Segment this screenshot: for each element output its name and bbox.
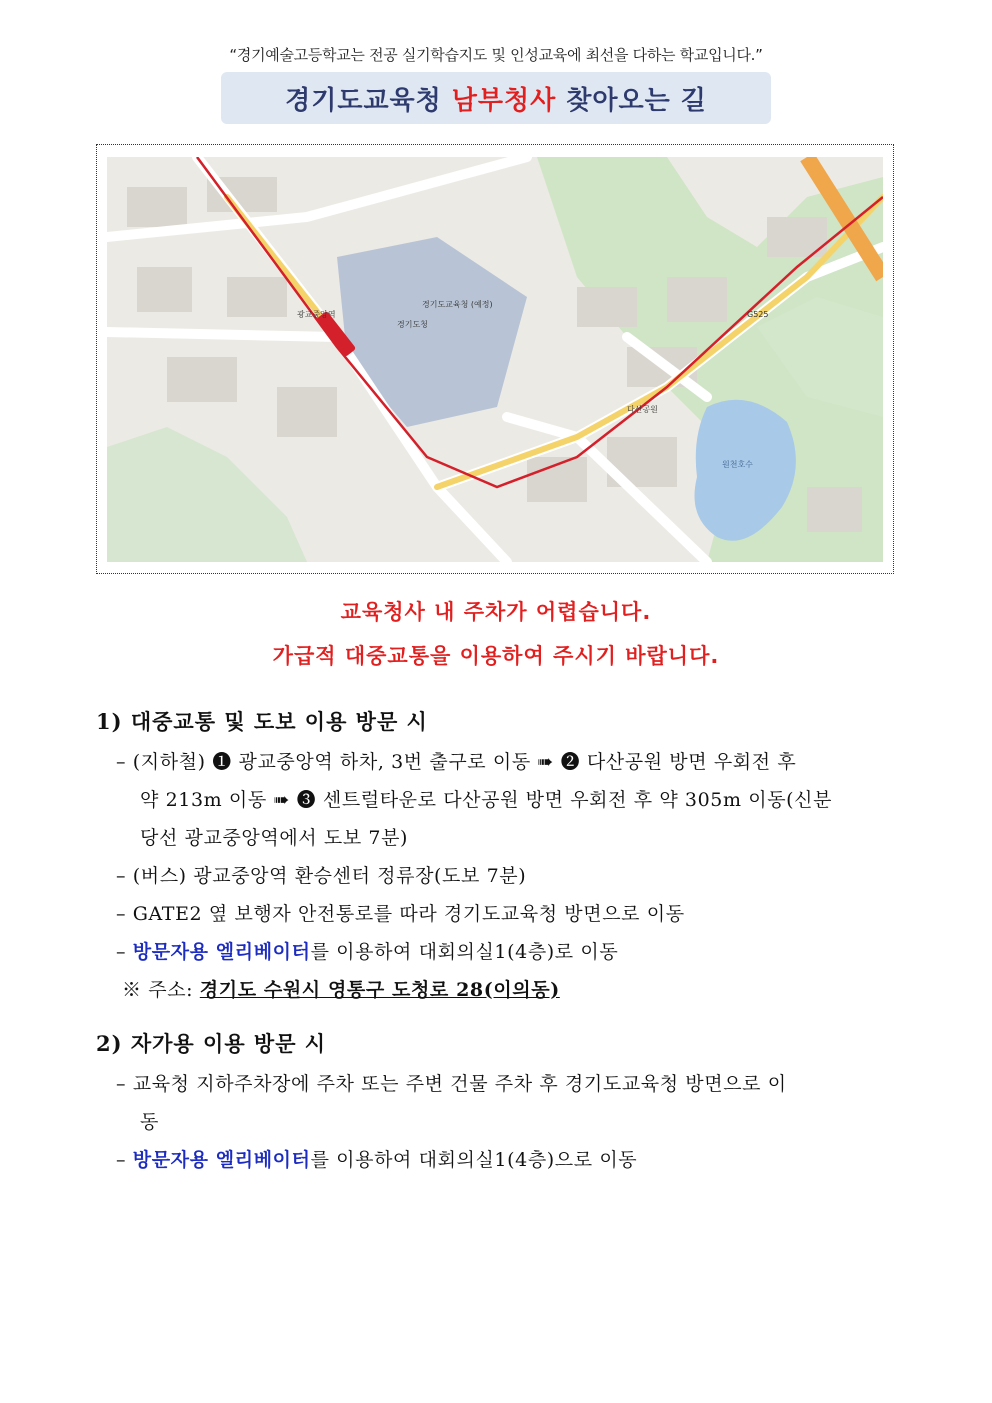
map-label-education-office: 경기도교육청 (예정) [422,300,493,309]
parking-line-2: 동 [140,1111,159,1133]
parking-notice-1: 교육청사 내 주차가 어렵습니다. [340,600,652,624]
subway-line-3: 당선 광교중앙역에서 도보 7분) [140,827,409,849]
subway-line-2: 약 213m 이동 ➠ ❸ 센트럴타운로 다산공원 방면 우회전 후 약 305m 이동(신분 [140,789,833,811]
map-label-gate: G525 [747,310,769,319]
elevator-rest-2: 를 이용하여 대회의실1(4층)으로 이동 [310,1149,638,1171]
map-label-station: 광교중앙역 [297,310,336,319]
elevator-highlight-2: 방문자용 엘리베이터 [132,1149,311,1171]
gate-line: – GATE2 옆 보행자 안전통로를 따라 경기도교육청 방면으로 이동 [116,903,685,925]
elevator-line-2 [116,1145,637,1172]
section1-heading: 1) 대중교통 및 도보 이용 방문 시 [96,709,428,734]
location-map [107,157,883,562]
elevator-dash-2: – [116,1149,127,1171]
elevator-highlight: 방문자용 엘리베이터 [132,941,311,963]
subway-line-1: – (지하철) ❶ 광교중앙역 하차, 3번 출구로 이동 ➠ ❷ 다산공원 방면 우회전 후 [116,751,797,773]
title-south-building: 남부청사 [451,85,557,116]
map-frame [96,144,894,574]
elevator-line-1 [116,937,618,964]
address-value: 경기도 수원시 영통구 도청로 28(이의동) [199,979,560,1001]
elevator-rest: 를 이용하여 대회의실1(4층)로 이동 [310,941,619,963]
map-label-gyeonggi-office: 경기도청 [397,320,428,329]
address-label: ※ 주소: [122,979,194,1001]
school-motto: “경기예술고등학교는 전공 실기학습지도 및 인성교육에 최선을 다하는 학교입니다.” [229,46,763,64]
parking-line-1: – 교육청 지하주차장에 주차 또는 주변 건물 주차 후 경기도교육청 방면으로 이 [116,1073,787,1095]
title-directions: 찾아오는 길 [566,85,707,116]
page-title [221,72,771,124]
elevator-dash: – [116,941,127,963]
map-label-lake: 원천호수 [722,460,753,469]
bus-line: – (버스) 광교중앙역 환승센터 정류장(도보 7분) [116,865,527,887]
map-label-dasan-park: 다산공원 [627,405,658,414]
parking-notice-2: 가급적 대중교통을 이용하여 주시기 바랍니다. [272,644,720,668]
address-line [122,975,560,1002]
title-office: 경기도교육청 [285,85,442,116]
section2-heading: 2) 자가용 이용 방문 시 [96,1031,327,1056]
